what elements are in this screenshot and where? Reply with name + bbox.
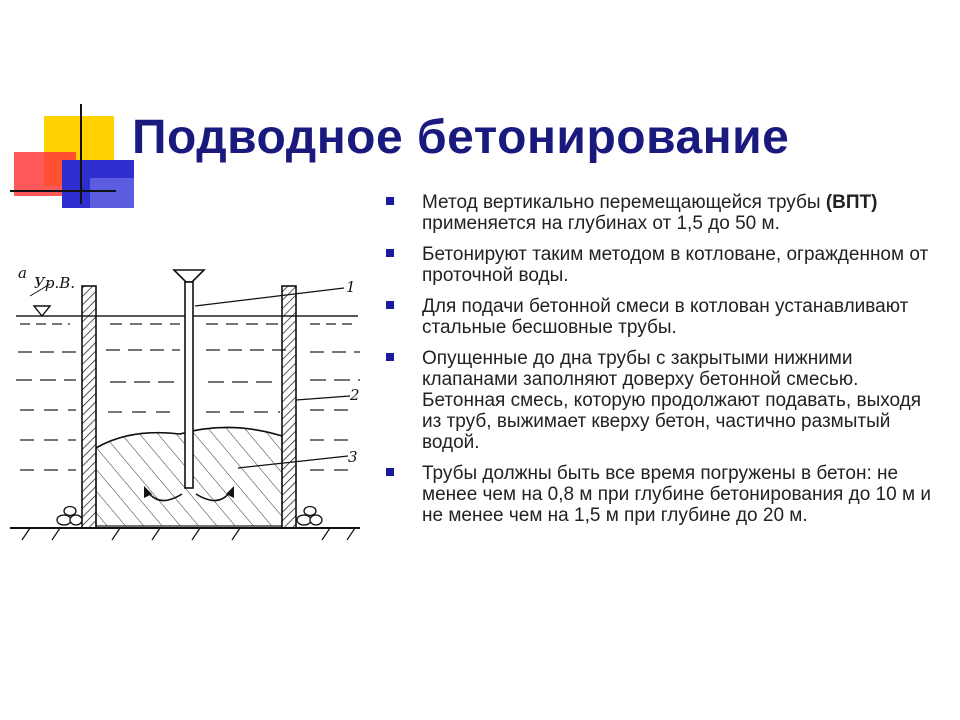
list-item: [384, 192, 944, 234]
list-item: [384, 463, 944, 526]
bullet-square-icon: [386, 197, 394, 205]
bullet-square-icon: [386, 468, 394, 476]
label-1: 1: [346, 278, 356, 296]
bullet-text: применяется на глубинах от 1,5 до 50 м.: [422, 213, 780, 234]
decor-vertical-line: [80, 104, 82, 204]
bullet-text: Опущенные до дна трубы с закрытыми нижними клапанами заполняют доверху бетонной смесью. Бетонная смесь, которую продолжают подавать, выходя из труб, выжимает кверху бетон, частично размытый водой.: [422, 348, 922, 453]
water-level-mark: [18, 264, 75, 316]
bullet-square-icon: [386, 353, 394, 361]
label-2: 2: [350, 386, 360, 404]
list-item: [384, 348, 944, 453]
list-item: [384, 244, 944, 286]
page-title: Подводное бетонирование: [132, 111, 790, 164]
bullet-text: Трубы должны быть все время погружены в бетон: не менее чем на 0,8 м при глубине бетонирования до 10 м и не менее чем на 1,5 м при глубине до 20 м.: [422, 463, 931, 526]
bullet-square-icon: [386, 301, 394, 309]
decor-lightblue-square: [90, 178, 134, 208]
decor-horizontal-line: [10, 190, 116, 192]
bullet-square-icon: [386, 249, 394, 257]
bullet-text: Для подачи бетонной смеси в котлован устанавливают стальные бесшовные трубы.: [422, 296, 909, 338]
left-wall: [82, 286, 96, 528]
bullet-bold-text: (ВПТ): [825, 192, 878, 213]
a-mark-label: а: [18, 264, 27, 282]
label-3: 3: [348, 448, 358, 466]
bullet-text: Метод вертикально перемещающейся трубы: [422, 192, 821, 213]
bullet-text: Бетонируют таким методом в котловане, огражденном от проточной воды.: [422, 244, 929, 286]
water-level-label: Ур.В.: [34, 274, 76, 292]
bullet-list: [384, 192, 944, 536]
underwater-concreting-diagram: [10, 258, 370, 548]
list-item: [384, 296, 944, 338]
right-wall: [282, 286, 296, 528]
